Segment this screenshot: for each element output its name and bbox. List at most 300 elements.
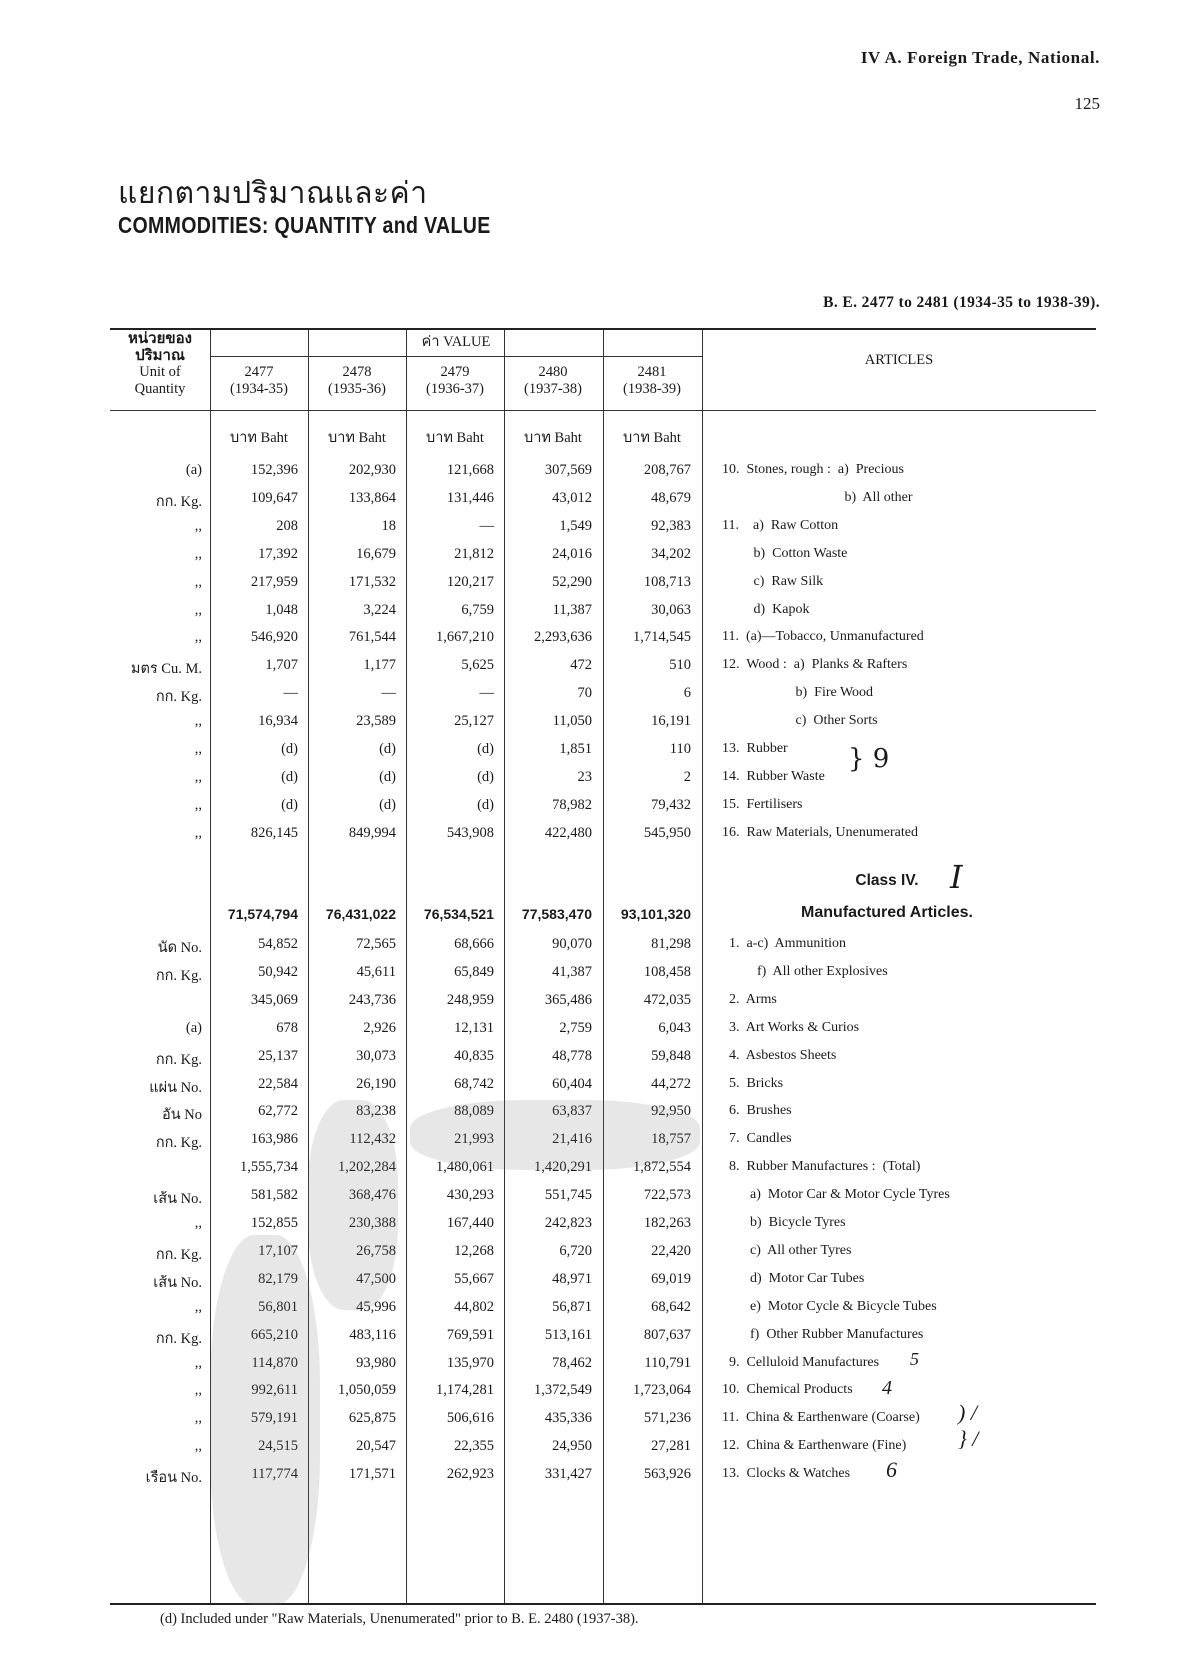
value-cell: 435,336 [544, 1410, 592, 1427]
year-be: 2477 [244, 364, 274, 380]
value-cell: 472 [570, 657, 592, 674]
article-cell: 10. Stones, rough : a) Precious [722, 462, 904, 477]
article-cell: 8. Rubber Manufactures : (Total) [722, 1159, 921, 1175]
value-cell: 202,930 [348, 462, 396, 478]
articles-header: ARTICLES [864, 352, 934, 368]
value-cell: 368,476 [348, 1187, 396, 1204]
value-cell: 44,272 [651, 1075, 691, 1092]
value-cell: 1,872,554 [633, 1159, 691, 1176]
total-cell: 77,583,470 [521, 906, 592, 922]
value-cell: 24,016 [552, 545, 592, 562]
scan-smudge [410, 1100, 700, 1170]
value-cell: 65,849 [454, 963, 494, 980]
article-cell: 13. Rubber [722, 741, 788, 756]
table-row [110, 932, 1096, 960]
value-cell: 16,191 [651, 713, 691, 730]
value-cell: 722,573 [643, 1187, 691, 1204]
article-cell: c) All other Tyres [722, 1242, 852, 1258]
table-row [110, 709, 1096, 737]
value-cell: 1,707 [265, 657, 298, 674]
unit-cell: กก. Kg. [155, 689, 202, 706]
value-cell: 24,515 [258, 1438, 298, 1455]
value-cell: 30,063 [651, 601, 691, 618]
value-cell: 59,848 [651, 1047, 691, 1064]
value-cell: 2,926 [363, 1019, 396, 1036]
table-row [110, 1072, 1096, 1100]
value-cell: 52,290 [552, 573, 592, 590]
currency-label: บาท Baht [524, 430, 582, 446]
currency-label: บาท Baht [426, 430, 484, 446]
unit-cell: ,, [194, 713, 202, 730]
value-cell: 167,440 [446, 1215, 494, 1231]
value-cell: 112,432 [349, 1131, 396, 1148]
unit-cell: ,, [194, 629, 202, 646]
total-cell: 71,574,794 [227, 906, 298, 922]
unit-cell: ,, [194, 1382, 202, 1399]
article-cell: b) Fire Wood [722, 685, 874, 701]
value-cell: 152,855 [250, 1215, 298, 1231]
value-cell: 1,555,734 [240, 1159, 298, 1176]
value-cell: 1,050,059 [338, 1382, 396, 1399]
unit-header-en-2: Quantity [134, 381, 186, 397]
value-cell: — [479, 685, 494, 702]
unit-cell: กก. Kg. [155, 1135, 202, 1152]
value-cell: 483,116 [349, 1326, 396, 1343]
value-cell: — [283, 685, 298, 702]
value-cell: 23 [577, 768, 592, 785]
value-cell: 25,127 [454, 713, 494, 730]
value-cell: 430,293 [446, 1187, 494, 1204]
value-cell: 92,383 [651, 517, 691, 534]
value-cell: 79,432 [651, 796, 691, 813]
value-cell: 6 [683, 685, 691, 702]
year-header [406, 364, 504, 398]
value-cell: 208 [276, 517, 298, 534]
value-cell: 217,959 [250, 573, 298, 590]
value-cell: 21,993 [454, 1131, 494, 1148]
value-cell: 21,812 [454, 545, 494, 562]
value-cell: 665,210 [250, 1326, 298, 1343]
unit-cell: ,, [194, 545, 202, 562]
table-row [110, 542, 1096, 570]
scan-smudge [210, 1235, 320, 1605]
value-cell: 93,980 [356, 1354, 396, 1371]
value-cell: 826,145 [250, 824, 298, 841]
value-cell: 133,864 [348, 489, 396, 506]
value-cell: 1,420,291 [534, 1159, 592, 1176]
value-cell: 72,565 [356, 936, 396, 952]
value-cell: 243,736 [348, 991, 396, 1008]
value-cell: 78,462 [552, 1354, 592, 1371]
value-cell: 579,191 [250, 1410, 298, 1427]
unit-cell: กก. Kg. [155, 967, 202, 984]
value-cell: 41,387 [552, 963, 592, 980]
value-cell: 55,667 [454, 1270, 494, 1287]
value-cell: 88,089 [454, 1103, 494, 1120]
article-cell: 11. a) Raw Cotton [722, 517, 839, 533]
value-cell: 110 [669, 741, 691, 757]
value-cell: 20,547 [356, 1438, 396, 1455]
article-cell: d) Kapok [722, 601, 810, 617]
value-cell: 26,758 [356, 1242, 396, 1259]
value-cell: — [479, 517, 494, 534]
value-cell: — [381, 685, 396, 702]
unit-cell: กก. Kg. [155, 1246, 202, 1263]
value-cell: 11,050 [552, 713, 592, 730]
year-ad: (1936-37) [426, 381, 484, 397]
unit-cell: ,, [194, 573, 202, 590]
value-cell: (d) [379, 741, 396, 757]
unit-cell: มตร Cu. M. [130, 661, 202, 678]
value-cell: 171,532 [348, 573, 396, 590]
currency-label: บาท Baht [623, 430, 681, 446]
value-cell: 108,713 [643, 573, 691, 590]
value-cell: 131,446 [446, 489, 494, 506]
table-row [110, 1044, 1096, 1072]
table-row [110, 486, 1096, 514]
table-row [110, 625, 1096, 653]
value-cell: 17,392 [258, 545, 298, 562]
article-cell: 15. Fertilisers [722, 796, 803, 812]
article-cell: 11. China & Earthenware (Coarse) [722, 1410, 920, 1426]
value-cell: 1,714,545 [633, 629, 691, 646]
value-cell: 331,427 [544, 1466, 592, 1483]
article-cell: 12. Wood : a) Planks & Rafters [722, 657, 908, 673]
year-ad: (1937-38) [524, 381, 582, 397]
handwritten-rubber-bracket: } 9 [848, 744, 890, 774]
total-cell: 93,101,320 [620, 906, 691, 922]
value-cell: 678 [276, 1019, 298, 1036]
table-row [110, 821, 1096, 849]
unit-cell: ,, [194, 517, 202, 534]
currency-label: บาท Baht [230, 430, 288, 446]
value-cell: 45,996 [356, 1298, 396, 1315]
unit-cell: ,, [194, 1438, 202, 1455]
value-cell: (d) [379, 796, 396, 813]
unit-cell: ,, [194, 824, 202, 841]
value-cell: 110,791 [644, 1354, 691, 1371]
value-cell: 50,942 [258, 963, 298, 980]
value-cell: 18 [381, 517, 396, 534]
article-cell: 11. (a)—Tobacco, Unmanufactured [722, 629, 924, 645]
value-cell: 3,224 [363, 601, 396, 618]
value-header: ค่า VALUE [421, 334, 491, 350]
article-cell: 5. Bricks [722, 1075, 784, 1091]
scan-smudge [308, 1100, 398, 1310]
handwritten-clocks-mark: 6 [886, 1457, 897, 1482]
value-cell: 6,720 [559, 1242, 592, 1259]
article-cell: a) Motor Car & Motor Cycle Tyres [722, 1187, 950, 1203]
article-cell: b) All other [722, 489, 913, 505]
header-rule [210, 356, 702, 357]
year-be: 2478 [342, 364, 372, 380]
value-cell: 1,667,210 [436, 629, 494, 646]
article-cell: e) Motor Cycle & Bicycle Tubes [722, 1298, 937, 1314]
unit-cell: ,, [194, 1410, 202, 1427]
unit-cell: เส้น No. [153, 1191, 202, 1208]
value-cell: (d) [477, 796, 494, 813]
unit-cell: กก. Kg. [155, 1330, 202, 1347]
value-cell: 70 [577, 685, 592, 702]
year-header [308, 364, 406, 398]
value-cell: 345,069 [250, 991, 298, 1008]
unit-cell: ,, [194, 768, 202, 785]
value-cell: 121,668 [446, 462, 494, 478]
value-cell: 68,642 [651, 1298, 691, 1315]
table-row [110, 514, 1096, 542]
value-cell: 48,971 [552, 1270, 592, 1287]
value-cell: 16,679 [356, 545, 396, 562]
value-cell: 83,238 [356, 1103, 396, 1120]
unit-cell: ,, [194, 1354, 202, 1371]
table-row [110, 960, 1096, 988]
year-be: 2479 [440, 364, 470, 380]
unit-header-thai-1: หน่วยของ [128, 329, 192, 347]
value-cell: 24,950 [552, 1438, 592, 1455]
table-row [110, 988, 1096, 1016]
value-cell: 182,263 [643, 1215, 691, 1231]
value-cell: 1,549 [559, 517, 592, 534]
value-cell: 472,035 [643, 991, 691, 1008]
year-be: 2480 [538, 364, 568, 380]
page-number: 125 [1074, 94, 1100, 113]
title-english: COMMODITIES: QUANTITY and VALUE [118, 212, 491, 238]
article-cell: d) Motor Car Tubes [722, 1270, 865, 1286]
article-cell: 9. Celluloid Manufactures [722, 1354, 880, 1370]
value-cell: 26,190 [356, 1075, 396, 1092]
unit-cell: ,, [194, 796, 202, 813]
unit-cell: ,, [194, 601, 202, 618]
table-row [110, 458, 1096, 486]
unit-cell: (a) [185, 462, 202, 478]
unit-cell: อัน No [162, 1107, 202, 1124]
value-cell: 1,048 [265, 601, 298, 618]
article-cell: 3. Art Works & Curios [722, 1019, 860, 1035]
year-header [504, 364, 602, 398]
total-cell: 76,431,022 [325, 906, 396, 922]
value-cell: 25,137 [258, 1047, 298, 1064]
table-row [110, 765, 1096, 793]
year-be: 2481 [637, 364, 667, 380]
value-cell: 563,926 [643, 1466, 691, 1483]
value-cell: 769,591 [446, 1326, 494, 1343]
value-cell: 506,616 [446, 1410, 494, 1427]
year-header [603, 364, 701, 398]
value-cell: 82,179 [258, 1270, 298, 1287]
unit-cell: ,, [194, 1215, 202, 1231]
value-cell: 22,584 [258, 1075, 298, 1092]
title-thai: แยกตามปริมาณและค่า [118, 176, 428, 211]
period-range: B. E. 2477 to 2481 (1934-35 to 1938-39). [823, 294, 1100, 311]
value-cell: 21,416 [552, 1131, 592, 1148]
value-cell: 120,217 [446, 573, 494, 590]
article-cell: 7. Candles [722, 1131, 792, 1147]
table-row [110, 653, 1096, 681]
currency-label: บาท Baht [328, 430, 386, 446]
value-cell: 1,372,549 [534, 1382, 592, 1399]
value-cell: 1,174,281 [436, 1382, 494, 1399]
value-cell: 92,950 [651, 1103, 691, 1120]
article-cell: 12. China & Earthenware (Fine) [722, 1438, 907, 1454]
class-heading: Class IV. [855, 872, 919, 889]
unit-cell: กก. Kg. [155, 1051, 202, 1068]
value-cell: 2,759 [559, 1019, 592, 1036]
value-cell: 307,569 [544, 462, 592, 478]
handwritten-roman-mark: I [950, 858, 963, 896]
handwritten-celluloid-mark: 5 [910, 1349, 919, 1369]
value-cell: 365,486 [544, 991, 592, 1008]
value-cell: 163,986 [250, 1131, 298, 1148]
value-cell: 69,019 [651, 1270, 691, 1287]
value-cell: 17,107 [258, 1242, 298, 1259]
value-cell: 171,571 [348, 1466, 396, 1483]
value-cell: (d) [477, 768, 494, 785]
value-cell: (d) [379, 768, 396, 785]
section-header: IV A. Foreign Trade, National. [860, 48, 1100, 67]
value-cell: 1,723,064 [633, 1382, 691, 1399]
value-cell: 23,589 [356, 713, 396, 730]
value-cell: 68,742 [454, 1075, 494, 1092]
value-cell: 545,950 [643, 824, 691, 841]
value-cell: 262,923 [446, 1466, 494, 1483]
value-cell: 16,934 [258, 713, 298, 730]
value-cell: 60,404 [552, 1075, 592, 1092]
article-cell: f) Other Rubber Manufactures [722, 1326, 924, 1342]
value-cell: 422,480 [544, 824, 592, 841]
value-cell: 48,778 [552, 1047, 592, 1064]
value-cell: 43,012 [552, 489, 592, 506]
total-cell: 76,534,521 [423, 906, 494, 922]
unit-cell: เรือน No. [145, 1470, 202, 1487]
value-cell: 510 [669, 657, 691, 674]
commodities-table [110, 328, 1096, 1605]
value-cell: 11,387 [552, 601, 592, 618]
value-cell: 208,767 [643, 462, 691, 478]
unit-cell: นัด No. [157, 940, 202, 956]
article-cell: 2. Arms [722, 991, 777, 1007]
article-cell: 6. Brushes [722, 1103, 792, 1119]
value-cell: (d) [281, 741, 298, 757]
table-row [110, 681, 1096, 709]
value-cell: 68,666 [454, 936, 494, 952]
article-cell: b) Cotton Waste [722, 545, 848, 561]
table-row [110, 598, 1096, 626]
unit-cell: (a) [185, 1019, 202, 1036]
value-cell: 78,982 [552, 796, 592, 813]
table-row [110, 793, 1096, 821]
article-cell: c) Other Sorts [722, 713, 878, 729]
table-row [110, 737, 1096, 765]
article-cell: 14. Rubber Waste [722, 768, 825, 784]
value-cell: 242,823 [544, 1215, 592, 1231]
unit-cell: ,, [194, 1298, 202, 1315]
value-cell: 2 [683, 768, 691, 785]
value-cell: 581,582 [250, 1187, 298, 1204]
value-cell: 12,268 [454, 1242, 494, 1259]
value-cell: 114,870 [251, 1354, 298, 1371]
value-cell: 40,835 [454, 1047, 494, 1064]
value-cell: 12,131 [454, 1019, 494, 1036]
value-cell: 63,837 [552, 1103, 592, 1120]
value-cell: 849,994 [348, 824, 396, 841]
value-cell: 1,851 [559, 741, 592, 757]
value-cell: 27,281 [651, 1438, 691, 1455]
value-cell: 54,852 [258, 936, 298, 952]
header-rule [110, 410, 1096, 411]
value-cell: 248,959 [446, 991, 494, 1008]
value-cell: 5,625 [461, 657, 494, 674]
value-cell: 513,161 [544, 1326, 592, 1343]
value-cell: 48,679 [651, 489, 691, 506]
year-ad: (1935-36) [328, 381, 386, 397]
value-cell: 135,970 [446, 1354, 494, 1371]
value-cell: 18,757 [651, 1131, 691, 1148]
article-cell: 16. Raw Materials, Unenumerated [722, 824, 918, 840]
value-cell: 22,355 [454, 1438, 494, 1455]
value-cell: 571,236 [643, 1410, 691, 1427]
footnote: (d) Included under "Raw Materials, Unenumerated" prior to B. E. 2480 (1937-38). [160, 1611, 639, 1627]
year-header [210, 364, 308, 398]
value-cell: 551,745 [544, 1187, 592, 1204]
value-cell: 543,908 [446, 824, 494, 841]
value-cell: 45,611 [356, 963, 396, 980]
table-row [110, 570, 1096, 598]
value-cell: 625,875 [348, 1410, 396, 1427]
article-cell: 10. Chemical Products [722, 1382, 853, 1398]
unit-cell: แผ่น No. [149, 1079, 202, 1096]
table-row [110, 1183, 1096, 1211]
handwritten-china-coarse-mark: ) / [958, 1400, 977, 1425]
value-cell: 90,070 [552, 936, 592, 952]
value-cell: 6,043 [658, 1019, 691, 1036]
value-cell: 44,802 [454, 1298, 494, 1315]
article-cell: b) Bicycle Tyres [722, 1215, 846, 1230]
value-cell: 6,759 [461, 601, 494, 618]
year-ad: (1938-39) [623, 381, 681, 397]
handwritten-china-fine-mark: } / [958, 1426, 979, 1451]
value-cell: 56,801 [258, 1298, 298, 1315]
value-cell: 47,500 [356, 1270, 396, 1287]
value-cell: 62,772 [258, 1103, 298, 1120]
unit-header-en-1: Unit of [139, 364, 181, 380]
value-cell: 109,647 [250, 489, 298, 506]
value-cell: 117,774 [251, 1466, 298, 1483]
value-cell: (d) [477, 741, 494, 757]
value-cell: 1,480,061 [436, 1159, 494, 1176]
unit-header [110, 330, 210, 398]
value-cell: 2,293,636 [534, 629, 592, 646]
value-cell: 992,611 [251, 1382, 298, 1399]
handwritten-chemical-mark: 4 [882, 1377, 892, 1399]
unit-header-thai-2: ปริมาณ [135, 346, 185, 364]
value-cell: 807,637 [643, 1326, 691, 1343]
value-cell: 1,177 [363, 657, 396, 674]
value-cell: 546,920 [250, 629, 298, 646]
value-cell: (d) [281, 796, 298, 813]
value-cell: 34,202 [651, 545, 691, 562]
article-cell: c) Raw Silk [722, 573, 824, 589]
article-cell: f) All other Explosives [722, 963, 888, 979]
article-cell: 13. Clocks & Watches [722, 1466, 851, 1482]
class-title: Manufactured Articles. [801, 904, 973, 921]
value-cell: 230,388 [348, 1215, 396, 1231]
value-cell: 81,298 [651, 936, 691, 952]
unit-cell: กก. Kg. [155, 493, 202, 510]
value-cell: (d) [281, 768, 298, 785]
value-cell: 761,544 [348, 629, 396, 646]
table-row [110, 1016, 1096, 1044]
unit-cell: ,, [194, 741, 202, 757]
